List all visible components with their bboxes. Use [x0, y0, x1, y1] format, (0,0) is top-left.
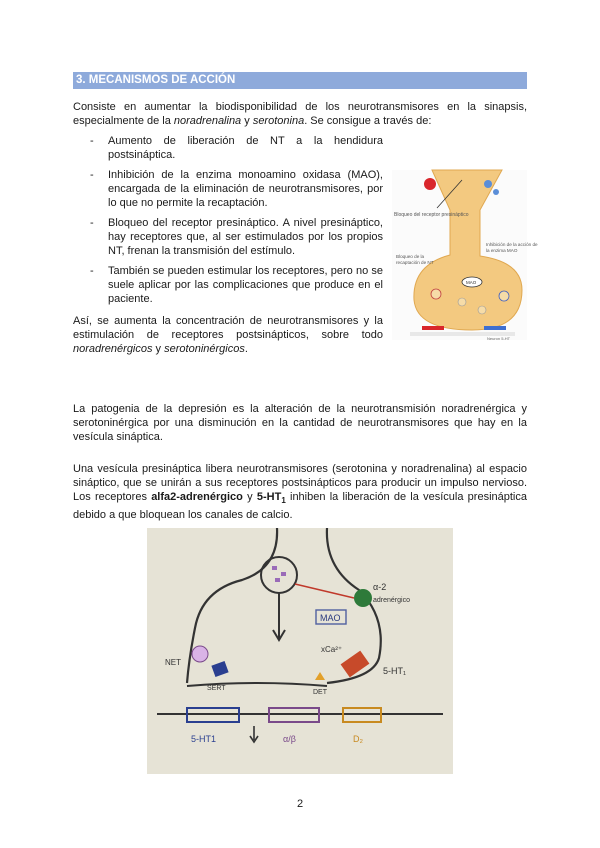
d2-label: D₂: [353, 734, 363, 744]
vesicle-paragraph: Una vesícula presináptica libera neurotransmisores (serotonina y noradrenalina) al espacio sináptico, que se unirán a sus receptores postsinápticos para producir un impulso nervioso. Los receptores alfa2-adrenérgico y $5-HT_1$ inhiben la liberación de la vesícula presináptica debido a que bloquean los canales de calcio.: [73, 463, 527, 522]
net-transporter-icon: [192, 646, 208, 662]
det-label: DET: [313, 689, 327, 696]
summary-paragraph: Así, se aumenta la concentración de neurotransmisores y la estimulación de receptores postsinápticos, sobre todo noradrenérgicos y serotoninérgicos.: [73, 315, 383, 355]
section-heading: 3. MECANISMOS DE ACCIÓN: [73, 72, 527, 89]
list-item: - También se pueden estimular los receptores, pero no se suele aplicar por las complicaciones que produce en el paciente.: [73, 264, 383, 306]
mechanism-list: [73, 134, 383, 312]
list-item: - Bloqueo del receptor presináptico. A nivel presináptico, hay receptores que, al ser estimulados por los propios NT, frenan la transmisión del estímulo.: [73, 216, 383, 258]
pathogenesis-paragraph: La patogenia de la depresión es la alteración de la neurotransmisión noradrenérgica y serotoninérgica por una disminución en la cantidad de neurotransmisores que hay en la vesícula sináptica.: [73, 403, 527, 443]
alpha2-receptor-icon: [354, 589, 372, 607]
neuron-cell-body-icon: [424, 178, 436, 190]
calcium-label: xCa²⁺: [321, 645, 343, 654]
synapse-mechanism-figure: [392, 170, 538, 341]
recaptation-label-line2: recaptación de NT: [396, 260, 434, 265]
sert-label: SERT: [207, 685, 226, 692]
receptor-label: Bloqueo del receptor presináptico: [394, 212, 469, 218]
recaptation-label-line1: Bloqueo de la: [396, 254, 425, 259]
mao-label: MAO: [320, 613, 341, 623]
alpha2-label-line2: adrenérgico: [373, 597, 410, 604]
neuron-label: Neuron 5-HT: [487, 336, 511, 341]
5ht1-label: 5-HT₁: [383, 666, 407, 676]
mao-text: MAO: [466, 280, 477, 285]
mao-label-line1: Inhibición de la acción de: [486, 242, 538, 247]
alpha2-label-line1: α-2: [373, 582, 387, 592]
hand-drawn-synapse-figure: [147, 528, 453, 774]
list-item: - Aumento de liberación de NT a la hendidura postsináptica.: [73, 134, 383, 162]
intro-paragraph: Consiste en aumentar la biodisponibilidad de los neurotransmisores en la sinapsis, especialmente de la noradrenalina y serotonina. Se consigue a través de:: [73, 101, 527, 127]
net-label: NET: [165, 658, 181, 667]
list-item: - Inhibición de la enzima monoamino oxidasa (MAO), encargada de la eliminación de neurotransmisores, por lo que no permite la recaptación.: [73, 168, 383, 210]
5ht1-postsynaptic-label: 5-HT1: [191, 734, 217, 744]
alpha-beta-label: α/β: [283, 734, 296, 744]
mao-label-line2: la enzima MAO: [486, 248, 518, 253]
page-number: 2: [296, 798, 304, 810]
